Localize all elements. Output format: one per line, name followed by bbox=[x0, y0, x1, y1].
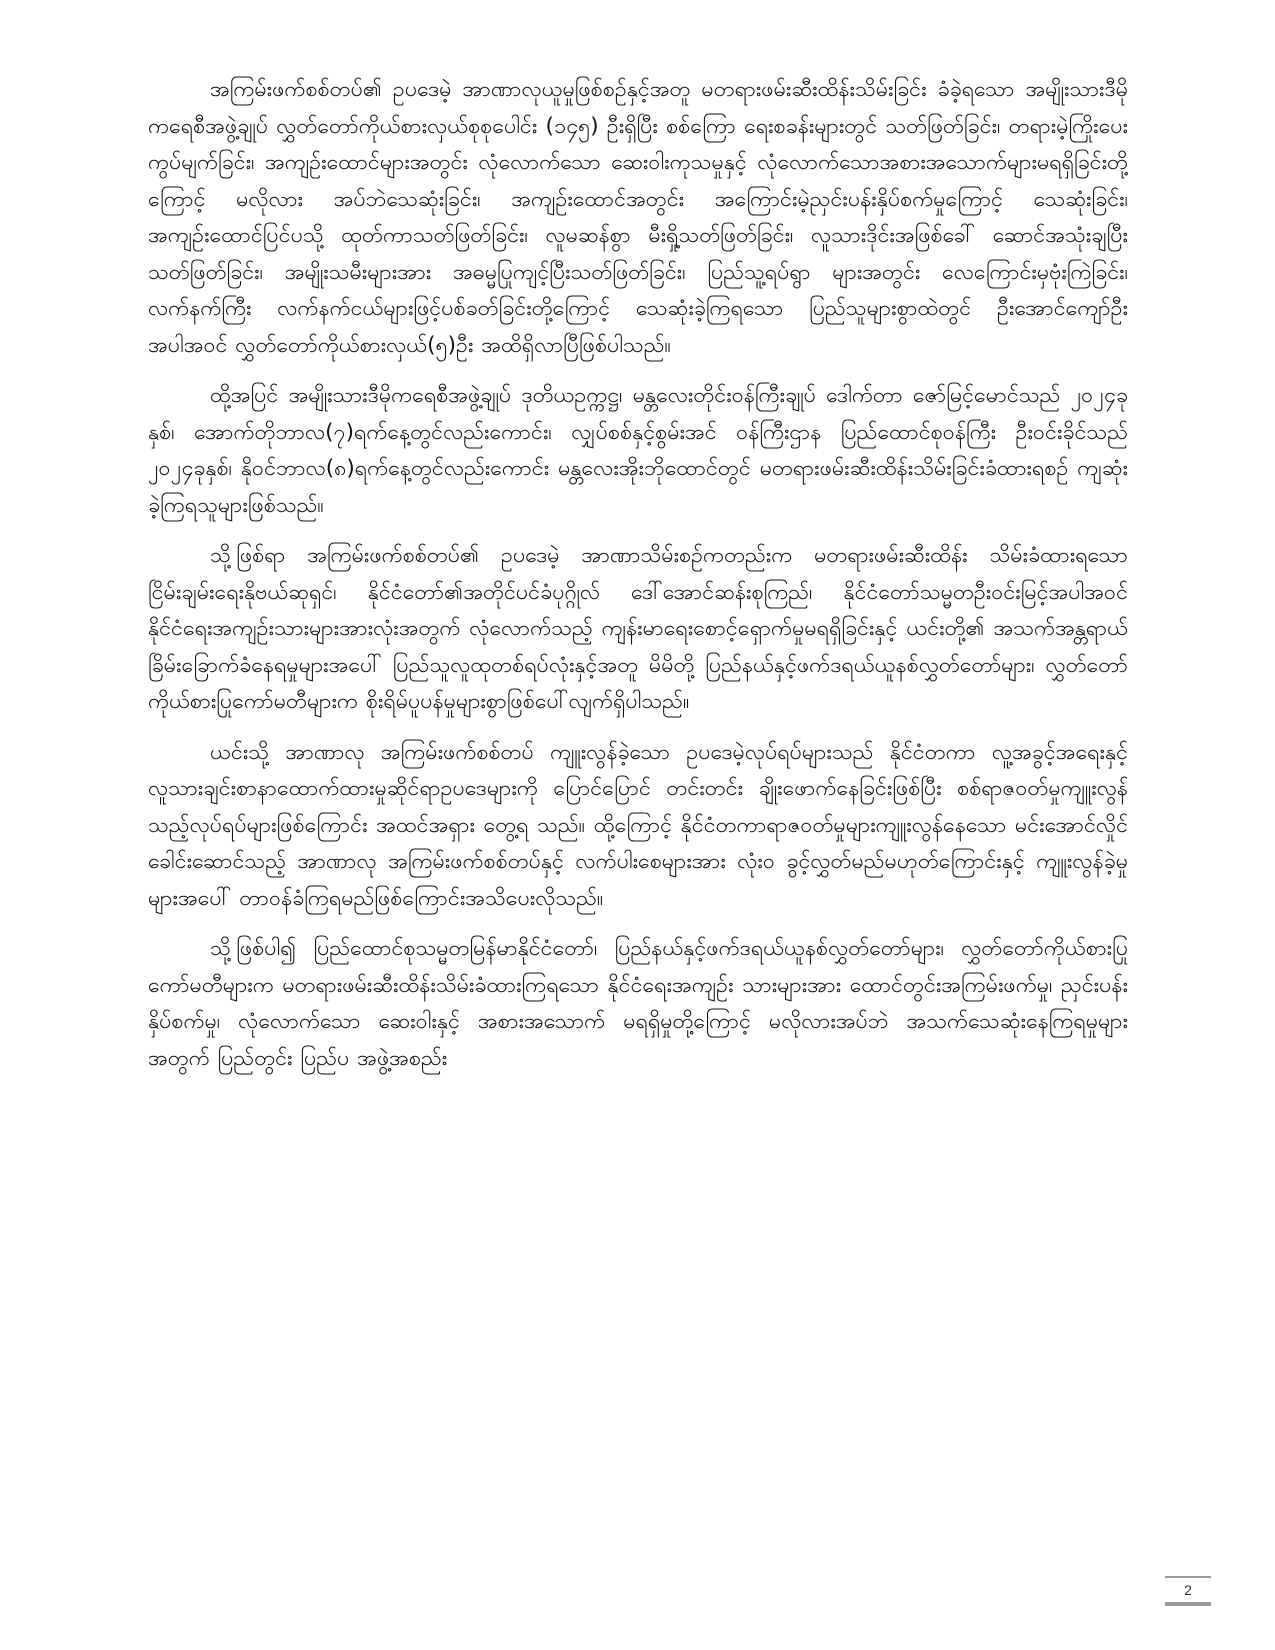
paragraph-3: သို့ဖြစ်ရာ အကြမ်းဖက်စစ်တပ်၏ ဥပဒေမဲ့ အာဏာသိမ်းစဉ်ကတည်းက မတရားဖမ်းဆီးထိန်း သိမ်းခံထားရသော ငြိမ်းချမ်းရေးနိုဗယ်ဆုရှင်၊ နိုင်ငံတော်၏အတိုင်ပင်ခံပုဂ္ဂိုလ် ဒေါ်အောင်ဆန်းစုကြည်၊ နိုင်ငံတော်သမ္မတဦးဝင်းမြင့်အပါအဝင် နိုင်ငံရေးအကျဉ်းသားများအားလုံးအတွက် လုံလောက်သည့် ကျန်းမာရေးစောင့်ရှောက်မှုမရရှိခြင်းနှင့် ယင်းတို့၏ အသက်အန္တရာယ်ခြိမ်းခြောက်ခံနေရမှုများအပေါ် ပြည်သူလူထုတစ်ရပ်လုံးနှင့်အတူ မိမိတို့ ပြည်နယ်နှင့်ဖက်ဒရယ်ယူနစ်လွှတ်တော်များ၊ လွှတ်တော် ကိုယ်စားပြုကော်မတီများက စိုးရိမ်ပူပန်မှုများစွာဖြစ်ပေါ်လျက်ရှိပါသည်။ bbox=[148, 543, 1128, 714]
document-body bbox=[148, 72, 1128, 1091]
paragraph-5: သို့ဖြစ်ပါ၍ ပြည်ထောင်စုသမ္မတမြန်မာနိုင်ငံတော်၊ ပြည်နယ်နှင့်ဖက်ဒရယ်ယူနစ်လွှတ်တော်များ၊ လွှတ်တော်ကိုယ်စားပြုကော်မတီများက မတရားဖမ်းဆီးထိန်းသိမ်းခံထားကြရသော နိုင်ငံရေးအကျဉ်း သားများအား ထောင်တွင်းအကြမ်းဖက်မှု၊ ညှင်းပန်းနှိပ်စက်မှု၊ လုံလောက်သော ဆေးဝါးနှင့် အစားအသောက် မရရှိမှုတို့ကြောင့် မလိုလားအပ်ဘဲ အသက်သေဆုံးနေကြရမှုများအတွက် ပြည်တွင်း ပြည်ပ အဖွဲ့အစည်း bbox=[148, 936, 1128, 1071]
page-number: 2 bbox=[1165, 1576, 1211, 1606]
paragraph-4: ယင်းသို့ အာဏာလု အကြမ်းဖက်စစ်တပ် ကျူးလွန်ခဲ့သော ဥပဒေမဲ့လုပ်ရပ်များသည် နိုင်ငံတကာ လူ့အခွင့်အရေးနှင့် လူသားချင်းစာနာထောက်ထားမှုဆိုင်ရာဥပဒေများကို ပြောင်ပြောင် တင်းတင်း ချိုးဖောက်နေခြင်းဖြစ်ပြီး စစ်ရာဇဝတ်မှုကျူးလွန်သည့်လုပ်ရပ်များဖြစ်ကြောင်း အထင်အရှား တွေ့ရ သည်။ ထို့ကြောင့် နိုင်ငံတကာရာဇဝတ်မှုများကျူးလွန်နေသော မင်းအောင်လှိုင်ခေါင်းဆောင်သည့် အာဏာလု အကြမ်းဖက်စစ်တပ်နှင့် လက်ပါးစေများအား လုံးဝ ခွင့်လွှတ်မည်မဟုတ်ကြောင်းနှင့် ကျူးလွန်ခဲ့မှုများအပေါ် တာဝန်ခံကြရမည်ဖြစ်ကြောင်းအသိပေးလိုသည်။ bbox=[148, 739, 1128, 911]
paragraph-1: အကြမ်းဖက်စစ်တပ်၏ ဥပဒေမဲ့ အာဏာလုယူမှုဖြစ်စဉ်နှင့်အတူ မတရားဖမ်းဆီးထိန်းသိမ်းခြင်း ခံခဲ့ရသော အမျိုးသားဒီမိုကရေစီအဖွဲ့ချုပ် လွှတ်တော်ကိုယ်စားလှယ်စုစုပေါင်း (၁၄၅) ဦးရှိပြီး စစ်ကြော ရေးစခန်းများတွင် သတ်ဖြတ်ခြင်း၊ တရားမဲ့ကြိုးပေးကွပ်မျက်ခြင်း၊ အကျဉ်းထောင်များအတွင်း လုံလောက်သော ဆေးဝါးကုသမှုနှင့် လုံလောက်သောအစားအသောက်များမရရှိခြင်းတို့ကြောင့် မလိုလား အပ်ဘဲသေဆုံးခြင်း၊ အကျဉ်းထောင်အတွင်း အကြောင်းမဲ့ညှင်းပန်းနှိပ်စက်မှုကြောင့် သေဆုံးခြင်း၊ အကျဉ်းထောင်ပြင်ပသို့ ထုတ်ကာသတ်ဖြတ်ခြင်း၊ လူမဆန်စွာ မီးရှို့သတ်ဖြတ်ခြင်း၊ လူသားဒိုင်းအဖြစ်ခေါ် ဆောင်အသုံးချပြီး သတ်ဖြတ်ခြင်း၊ အမျိုးသမီးများအား အဓမ္မပြုကျင့်ပြီးသတ်ဖြတ်ခြင်း၊ ပြည်သူ့ရပ်ရွာ များအတွင်း လေကြောင်းမှဗုံးကြဲခြင်း၊ လက်နက်ကြီး လက်နက်ငယ်များဖြင့်ပစ်ခတ်ခြင်းတို့ကြောင့် သေဆုံးခဲ့ကြရသော ပြည်သူများစွာထဲတွင် ဦးအောင်ကျော်ဦးအပါအဝင် လွှတ်တော်ကိုယ်စားလှယ်(၅)ဦး အထိရှိလာပြီဖြစ်ပါသည်။ bbox=[148, 77, 1128, 358]
paragraph-2: ထို့အပြင် အမျိုးသားဒီမိုကရေစီအဖွဲ့ချုပ် ဒုတိယဥက္ကဋ္ဌ၊ မန္တလေးတိုင်းဝန်ကြီးချုပ် ဒေါက်တာ ဇော်မြင့်မောင်သည် ၂၀၂၄ခုနှစ်၊ အောက်တိုဘာလ(၇)ရက်နေ့တွင်လည်းကောင်း၊ လျှပ်စစ်နှင့်စွမ်းအင် ဝန်ကြီးဌာန ပြည်ထောင်စုဝန်ကြီး ဦးဝင်းခိုင်သည် ၂၀၂၄ခုနှစ်၊ နိုဝင်ဘာလ(၈)ရက်နေ့တွင်လည်းကောင်း မန္တလေးအိုးဘိုထောင်တွင် မတရားဖမ်းဆီးထိန်းသိမ်းခြင်းခံထားရစဉ် ကျဆုံးခဲ့ကြရသူများဖြစ်သည်။ bbox=[148, 383, 1128, 518]
